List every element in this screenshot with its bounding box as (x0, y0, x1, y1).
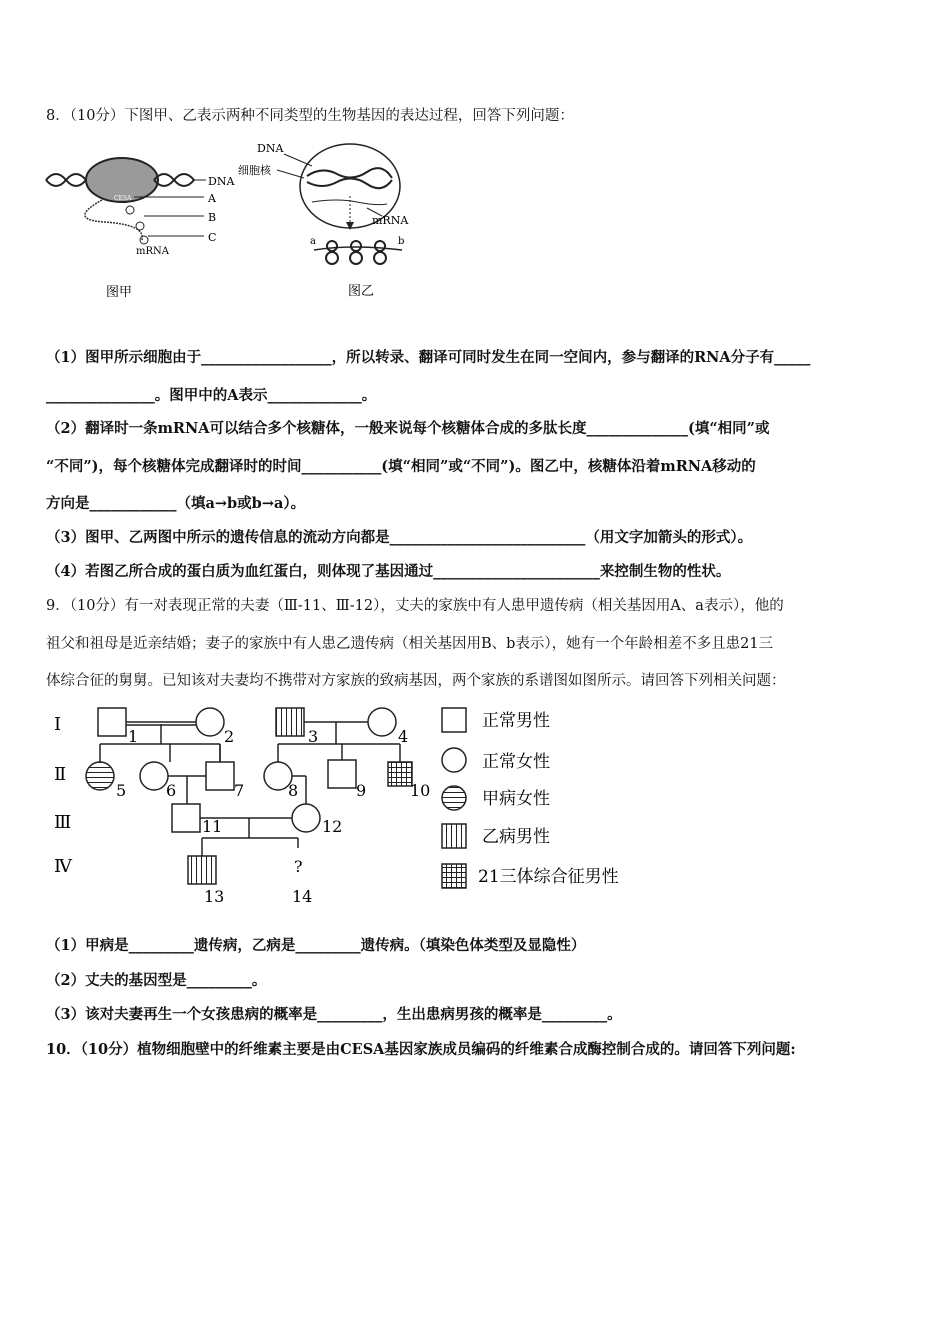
individual-12 (292, 804, 320, 832)
q10-header: 10．（10分）植物细胞壁中的纤维素主要是由CESA基因家族成员编码的纤维素合成酶控制合成的。请回答下列问题: (46, 1041, 796, 1058)
gen-label-3: Ⅲ (54, 812, 72, 833)
svg-text:7: 7 (234, 781, 245, 800)
svg-text:CESA: CESA (114, 195, 132, 202)
svg-text:1: 1 (128, 727, 139, 746)
svg-text:12: 12 (322, 817, 343, 836)
svg-text:DNA: DNA (257, 142, 284, 155)
q8-line-6: （3）图甲、乙两图中所示的遗传信息的流动方向都是___________________________（用文字加箭头的形式）。 (46, 529, 753, 546)
q8-line-4: “不同”)，每个核糖体完成翻译时的时间___________(填“相同”或“不同”)。图乙中，核糖体沿着mRNA移动的 (46, 458, 756, 475)
legend-disease-b-male-symbol (442, 824, 466, 848)
legend-trisomy21-male: 21三体综合征男性 (478, 867, 619, 887)
q9-intro-1: 9．（10分）有一对表现正常的夫妻（Ⅲ-11、Ⅲ-12），丈夫的家族中有人患甲遗传病（相关基因用A、a表示），他的 (46, 598, 784, 614)
individual-1 (98, 708, 126, 736)
svg-text:mRNA: mRNA (372, 214, 409, 227)
q9-line-2: （2）丈夫的基因型是_________。 (46, 972, 267, 989)
figure-yi (232, 138, 432, 308)
gen-label-4: Ⅳ (54, 856, 72, 877)
legend-disease-a-female-symbol (442, 786, 466, 810)
svg-text:A: A (208, 192, 216, 205)
individual-3 (276, 708, 304, 736)
q9-intro-2: 祖父和祖母是近亲结婚；妻子的家族中有人患乙遗传病（相关基因用B、b表示），她有一个年龄相差不多且患21三 (46, 636, 774, 652)
svg-text:4: 4 (398, 727, 409, 746)
pedigree-chart (44, 700, 664, 910)
gen-label-2: Ⅱ (54, 764, 67, 785)
svg-text:3: 3 (308, 727, 319, 746)
individual-13 (188, 856, 216, 884)
svg-text:C: C (208, 231, 217, 244)
q8-line-2: _______________。图甲中的A表示_____________。 (46, 387, 377, 404)
svg-text:a: a (310, 236, 316, 247)
svg-text:13: 13 (204, 887, 225, 906)
figure-yi-caption: 图乙 (348, 284, 375, 299)
svg-text:mRNA: mRNA (136, 246, 169, 257)
legend-disease-a-female: 甲病女性 (482, 789, 550, 809)
q9-intro-3: 体综合征的舅舅。已知该对夫妻均不携带对方家族的致病基因，两个家族的系谱图如图所示。请回答下列相关问题： (46, 673, 786, 689)
figure-jia (44, 150, 244, 310)
individual-5 (86, 762, 114, 790)
svg-text:6: 6 (166, 781, 177, 800)
svg-text:b: b (398, 236, 405, 247)
individual-7 (206, 762, 234, 790)
individual-9 (328, 760, 356, 788)
svg-text:?: ? (294, 857, 303, 876)
q9-line-3: （3）该对夫妻再生一个女孩患病的概率是_________，生出患病男孩的概率是_________。 (46, 1006, 622, 1023)
legend-normal-female: 正常女性 (482, 752, 550, 772)
q8-line-1: （1）图甲所示细胞由于__________________，所以转录、翻译可同时发生在同一空间内，参与翻译的RNA分子有_____ (46, 349, 811, 366)
legend-trisomy21-male-symbol (442, 864, 466, 888)
q8-header: 8．（10分）下图甲、乙表示两种不同类型的生物基因的表达过程，回答下列问题： (46, 108, 574, 124)
svg-text:10: 10 (410, 781, 431, 800)
svg-text:11: 11 (202, 817, 223, 836)
svg-text:细胞核: 细胞核 (238, 164, 271, 177)
individual-11 (172, 804, 200, 832)
svg-text:9: 9 (356, 781, 367, 800)
svg-text:8: 8 (288, 781, 299, 800)
svg-text:5: 5 (116, 781, 127, 800)
q8-line-3: （2）翻译时一条mRNA可以结合多个核糖体，一般来说每个核糖体合成的多肽长度______________(填“相同”或 (46, 420, 770, 437)
legend-normal-female-symbol (442, 748, 466, 772)
svg-text:B: B (208, 211, 217, 224)
q9-line-1: （1）甲病是_________遗传病，乙病是_________遗传病。（填染色体类型及显隐性） (46, 937, 586, 954)
individual-2 (196, 708, 224, 736)
svg-text:DNA: DNA (208, 175, 235, 188)
individual-6 (140, 762, 168, 790)
figure-jia-caption: 图甲 (106, 285, 133, 300)
q8-line-5: 方向是____________（填a→b或b→a）。 (46, 495, 306, 512)
gen-label-1: Ⅰ (54, 714, 62, 735)
legend-normal-male: 正常男性 (482, 711, 550, 731)
individual-4 (368, 708, 396, 736)
legend-disease-b-male: 乙病男性 (482, 827, 550, 847)
svg-text:14: 14 (292, 887, 313, 906)
svg-text:2: 2 (224, 727, 235, 746)
individual-10 (388, 762, 412, 786)
legend-normal-male-symbol (442, 708, 466, 732)
q8-line-7: （4）若图乙所合成的蛋白质为血红蛋白，则体现了基因通过_______________________来控制生物的性状。 (46, 563, 731, 580)
